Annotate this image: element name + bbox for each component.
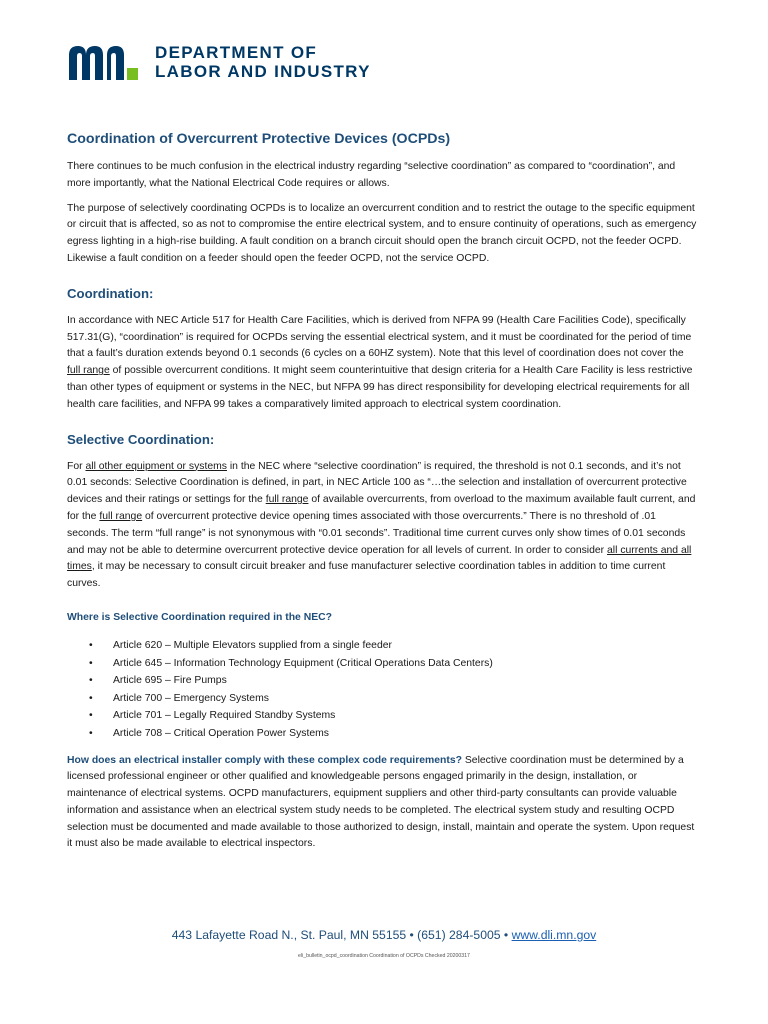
selective-text-1: For [67, 460, 86, 472]
coordination-heading: Coordination: [67, 285, 154, 301]
comply-paragraph [67, 753, 699, 854]
agency-name-line1: DEPARTMENT OF [155, 43, 318, 62]
agency-name [155, 43, 371, 81]
selective-text-5: , it may be necessary to consult circuit breaker and fuse manufacturer selective coordination tables in addition to time current curves. [67, 561, 666, 590]
selective-underline-4: all currents and all times [67, 544, 692, 573]
list-item: • Article 701 – Legally Required Standby Systems [89, 707, 699, 725]
selective-underline-2: full range [265, 494, 309, 506]
where-required-heading: Where is Selective Coordination required in the NEC? [67, 611, 333, 623]
selective-underline-3: full range [99, 510, 143, 522]
intro-paragraph-1: There continues to be much confusion in the electrical industry regarding “selective coordination” as compared to “coordination”, and more importantly, what the National Electrical Code requires or allows. [67, 161, 676, 189]
mn-dli-logo [67, 42, 371, 82]
list-item: • Article 708 – Critical Operation Power Systems [89, 725, 699, 743]
list-item: • Article 620 – Multiple Elevators supplied from a single feeder [89, 637, 699, 655]
selective-underline-1: all other equipment or systems [85, 460, 227, 472]
selective-text-2: in the NEC where “selective coordination” is required, the threshold is not 0.1 seconds, and it’s not 0.01 seconds: Selective Coordination is defined, in part, in NEC Article 100 as “…the selection and installation of overcurrent protective devices and their ratings or settings for the [67, 460, 687, 506]
selective-coordination-heading: Selective Coordination: [67, 431, 215, 447]
website-link[interactable]: www.dli.mn.gov [511, 928, 597, 942]
coordination-underline-full-range: full range [67, 365, 110, 377]
comply-text: Selective coordination must be determined by a licensed professional engineer or other qualified and knowledgeable persons engaged primarily in the design, installation, or maintenance of electrical systems. OCPD manufacturers, equipment suppliers and other third-party consultants can provide valuable information and assistance when an electrical system study needs to be completed. The electrical system study and resulting OCPD selection must be documented and made available to those authorized to design, install, maintain and operate the system. Upon request it must also be made available to electrical inspectors. [67, 754, 695, 850]
comply-question: How does an electrical installer comply with these complex code requirements? [67, 754, 462, 766]
list-item: • Article 700 – Emergency Systems [89, 690, 699, 708]
list-item: • Article 695 – Fire Pumps [89, 672, 699, 690]
document-body [67, 130, 699, 861]
document-title: Coordination of Overcurrent Protective Devices (OCPDs) [67, 131, 451, 147]
footer-contact [0, 928, 768, 942]
mn-logo-icon [67, 42, 145, 82]
selective-coordination-paragraph [67, 459, 699, 593]
coordination-paragraph [67, 313, 699, 414]
selective-text-3: of available overcurrents, from overload to the maximum available fault current, and for the [67, 494, 696, 522]
footer-address: 443 Lafayette Road N., St. Paul, MN 55155 • (651) 284-5005 • [171, 928, 512, 942]
coordination-text-a: In accordance with NEC Article 517 for Health Care Facilities, which is derived from NFPA 99 (Health Care Facilities Code), specifically 517.31(G), “coordination” is required for OCPDs serving the essential electrical system, and it must be coordinated for the period of time that a fault’s duration extends beyond 0.1 seconds (6 cycles on a 60HZ system). Note that this level of coordination does not cover the [67, 314, 692, 360]
agency-name-line2: LABOR AND INDUSTRY [155, 62, 371, 81]
articles-list [67, 637, 699, 743]
intro-paragraph-2: The purpose of selectively coordinating OCPDs is to localize an overcurrent condition and to restrict the outage to the specific equipment or circuit that is affected, so as not to compromise the entire electrical system, and to ensure continuity of operations, such as emergency egress lighting in a high-rise building. A fault condition on a branch circuit should open the branch circuit OCPD, not the feeder OCPD. Likewise a fault condition on a feeder should open the feeder OCPD, not the service OCPD. [67, 202, 697, 264]
list-item: • Article 645 – Information Technology Equipment (Critical Operations Data Centers) [89, 655, 699, 673]
coordination-text-b: of possible overcurrent conditions. It might seem counterintuitive that design criteria for a Health Care Facility is less restrictive than other types of equipment or systems in the NEC, but NFPA 99 has direct responsibility for developing electrical requirements for all health care facilities, and NFPA 99 takes a comparatively limited approach to electrical system coordination. [67, 365, 693, 410]
file-reference: eli_bulletin_ocpd_coordination Coordination of OCPDs Checked 20200317 [298, 953, 470, 959]
selective-text-4: of overcurrent protective device opening times associated with those overcurrents.” There is no threshold of .01 seconds. The term “full range” is not synonymous with “0.01 seconds”. Traditional time current curves only show times of 0.01 seconds and may not be able to determine overcurrent protective device operation for all levels of current. In order to consider [67, 510, 686, 556]
